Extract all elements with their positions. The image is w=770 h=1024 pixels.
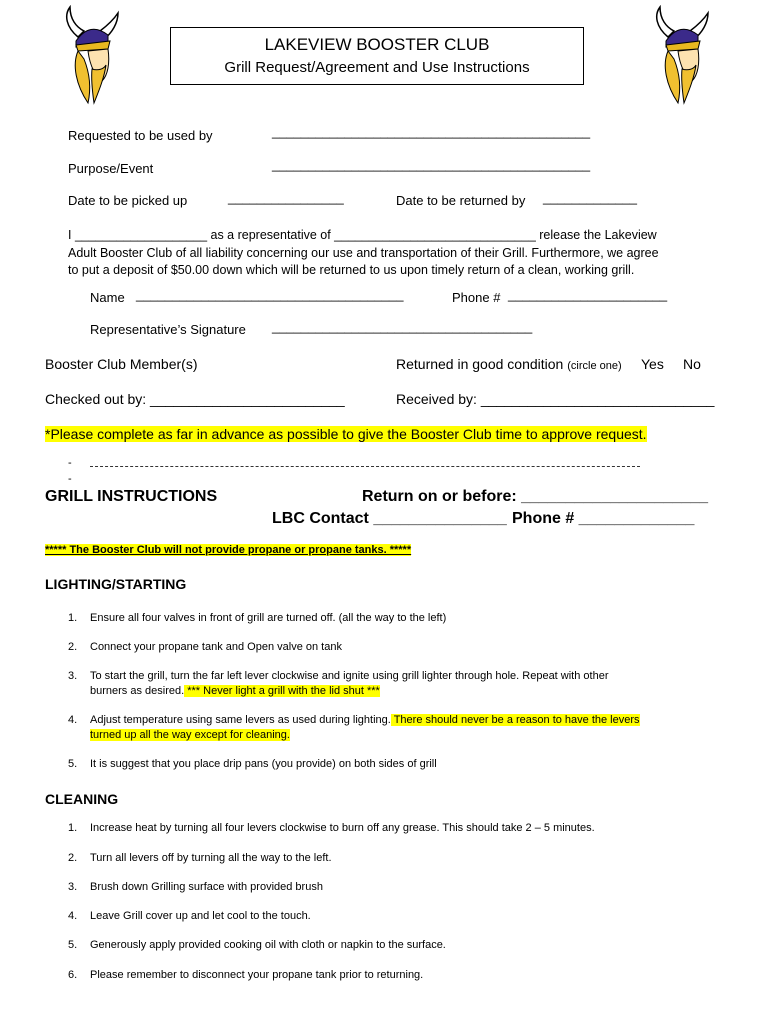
return-label: Date to be returned by — [396, 193, 526, 208]
requested-label: Requested to be used by — [68, 128, 213, 143]
returned-label: Returned in good condition — [396, 356, 564, 372]
agreement-line-3: to put a deposit of $50.00 down which will be returned to us upon timely return of a clean, working grill. — [68, 263, 635, 277]
return-line[interactable]: _____________ — [543, 190, 637, 205]
dash-mark-1: - — [68, 457, 72, 469]
members-label: Booster Club Member(s) — [45, 356, 198, 372]
purpose-line[interactable]: ____________________________________________ — [272, 157, 591, 172]
circle-one-note: (circle one) — [567, 360, 622, 372]
contact-phone-field[interactable]: Phone # _____________ — [512, 510, 695, 527]
agreement-paragraph — [68, 227, 708, 280]
advance-notice: *Please complete as far in advance as possible to give the Booster Club time to approve request. — [45, 426, 647, 442]
name-line[interactable]: _____________________________________ — [136, 287, 404, 302]
dash-mark-2: - — [68, 473, 72, 485]
signature-line[interactable]: ____________________________________ — [272, 319, 533, 334]
viking-logo-right — [648, 5, 714, 105]
cut-line — [90, 466, 640, 467]
propane-warning: ***** The Booster Club will not provide propane or propane tanks. ***** — [45, 544, 412, 556]
phone-line[interactable]: ______________________ — [508, 287, 668, 302]
club-name: LAKEVIEW BOOSTER CLUB — [264, 35, 490, 54]
agreement-line-2: Adult Booster Club of all liability concerning our use and transportation of their Grill. Furthermore, we agree — [68, 245, 659, 260]
name-label: Name — [90, 290, 125, 305]
signature-label: Representative’s Signature — [90, 322, 246, 337]
yes-option[interactable]: Yes — [641, 356, 664, 372]
lbc-contact-field[interactable]: LBC Contact _______________ — [272, 510, 507, 527]
purpose-label: Purpose/Event — [68, 161, 154, 176]
lighting-heading: LIGHTING/STARTING — [45, 576, 187, 592]
requested-line[interactable]: ____________________________________________ — [272, 124, 591, 139]
pickup-label: Date to be picked up — [68, 193, 188, 208]
lid-warning: *** Never light a grill with the lid shut *** — [184, 685, 380, 697]
checked-out-by[interactable]: Checked out by: _________________________ — [45, 391, 345, 407]
no-option[interactable]: No — [683, 356, 701, 372]
received-by[interactable]: Received by: ______________________________ — [396, 391, 715, 407]
viking-logo-left — [58, 5, 124, 105]
pickup-line[interactable]: ________________ — [228, 190, 344, 205]
form-subtitle: Grill Request/Agreement and Use Instructions — [224, 59, 530, 76]
title-box — [170, 27, 584, 85]
phone-label: Phone # — [452, 290, 501, 305]
returned-condition — [396, 356, 622, 372]
agreement-line-1: I ___________________ as a representative of _____________________________ release the Lakeview — [68, 228, 657, 242]
grill-instructions-title: GRILL INSTRUCTIONS — [45, 488, 218, 505]
lever-warning: There should never be a reason to have the levers — [390, 714, 640, 726]
return-by-field[interactable]: Return on or before: _____________________ — [362, 488, 708, 505]
lever-warning-cont: turned up all the way except for cleaning. — [90, 729, 290, 741]
cleaning-heading: CLEANING — [45, 791, 119, 807]
